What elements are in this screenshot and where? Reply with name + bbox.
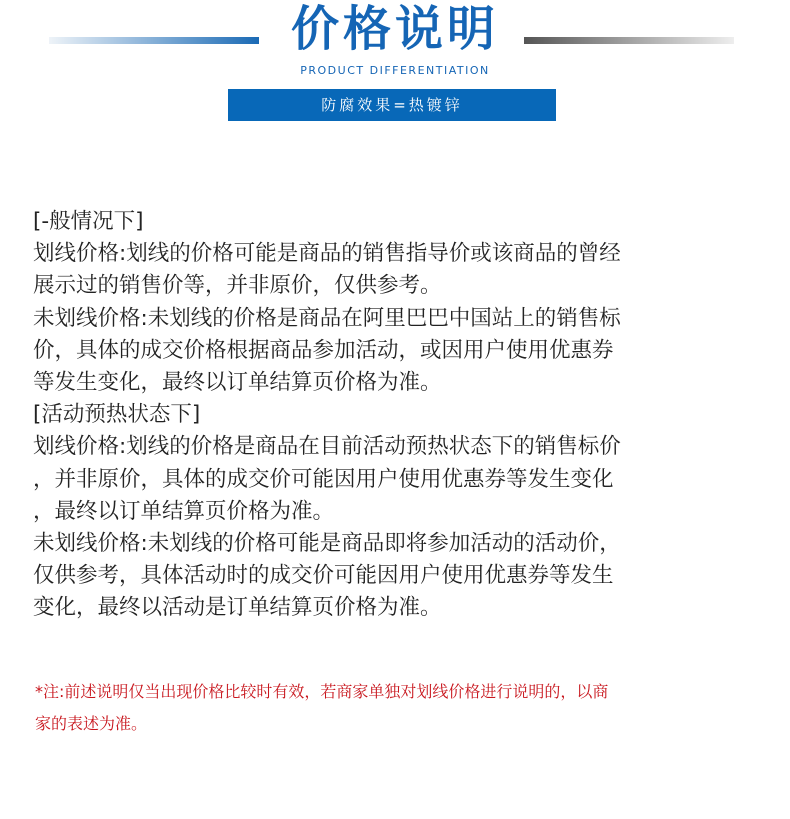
explanation-body bbox=[33, 206, 773, 625]
body-line: 变化，最终以活动是订单结算页价格为准。 bbox=[33, 595, 442, 621]
body-line: 未划线价格:未划线的价格是商品在阿里巴巴中国站上的销售标 bbox=[33, 305, 621, 331]
body-line: 划线价格:划线的价格可能是商品的销售指导价或该商品的曾经 bbox=[33, 241, 621, 267]
page-subtitle: PRODUCT DIFFERENTIATION bbox=[300, 64, 490, 77]
body-line: ，并非原价，具体的成交价可能因用户使用优惠券等发生变化 bbox=[33, 466, 614, 492]
footnote bbox=[35, 676, 765, 740]
body-line: [-般情况下] bbox=[33, 209, 144, 234]
body-line: 仅供参考，具体活动时的成交价可能因用户使用优惠券等发生 bbox=[33, 563, 614, 589]
decorative-line-right bbox=[524, 37, 734, 44]
body-line: 等发生变化，最终以订单结算页价格为准。 bbox=[33, 370, 442, 396]
body-line: ，最终以订单结算页价格为准。 bbox=[33, 498, 335, 524]
body-line: 未划线价格:未划线的价格可能是商品即将参加活动的活动价， bbox=[33, 531, 621, 557]
body-line: [活动预热状态下] bbox=[33, 402, 201, 428]
body-line: 价，具体的成交价格根据商品参加活动，或因用户使用优惠券 bbox=[33, 337, 614, 363]
note-line: *注:前述说明仅当出现价格比较时有效，若商家单独对划线价格进行说明的，以商 bbox=[35, 682, 609, 701]
body-line: 划线价格:划线的价格是商品在目前活动预热状态下的销售标价 bbox=[33, 434, 621, 460]
body-line: 展示过的销售价等，并非原价，仅供参考。 bbox=[33, 273, 442, 299]
decorative-line-left bbox=[49, 37, 259, 44]
banner-label: 防腐效果=热镀锌 bbox=[228, 89, 556, 121]
page-title: 价格说明 bbox=[290, 1, 499, 57]
note-line: 家的表述为准。 bbox=[35, 714, 148, 733]
